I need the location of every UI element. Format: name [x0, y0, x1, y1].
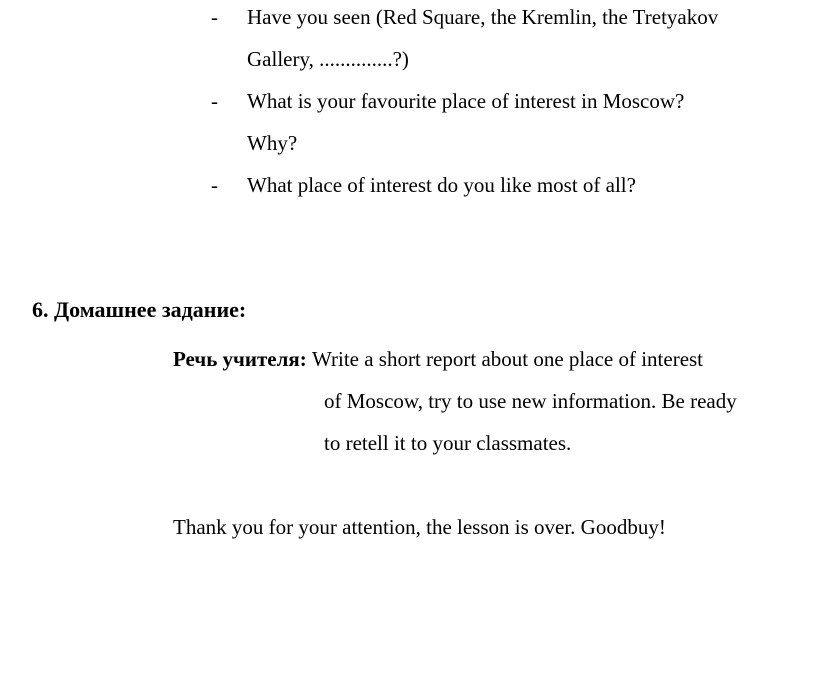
- list-dash: -: [211, 5, 218, 29]
- list-dash: -: [211, 173, 218, 197]
- section-number: 6.: [32, 297, 49, 322]
- question-2-line-1: What is your favourite place of interest in Moscow?: [247, 89, 685, 113]
- teacher-speech-line-3: to retell it to your classmates.: [324, 431, 572, 455]
- teacher-speech-line-2: of Moscow, try to use new information. Be ready: [324, 389, 737, 413]
- teacher-speech-text-1: Write a short report about one place of interest: [312, 347, 704, 371]
- teacher-speech-line-1: [173, 347, 703, 372]
- closing-text: Thank you for your attention, the lesson is over. Goodbuy!: [173, 515, 666, 539]
- question-1-line-1: Have you seen (Red Square, the Kremlin, the Tretyakov: [247, 5, 719, 29]
- section-heading: [32, 297, 246, 323]
- question-1-line-2: Gallery, ..............?): [247, 47, 409, 71]
- teacher-speech-label: Речь учителя:: [173, 347, 307, 371]
- section-title: Домашнее задание:: [54, 297, 247, 322]
- question-3-line-1: What place of interest do you like most of all?: [247, 173, 636, 197]
- question-2-line-2: Why?: [247, 131, 298, 155]
- list-dash: -: [211, 89, 218, 113]
